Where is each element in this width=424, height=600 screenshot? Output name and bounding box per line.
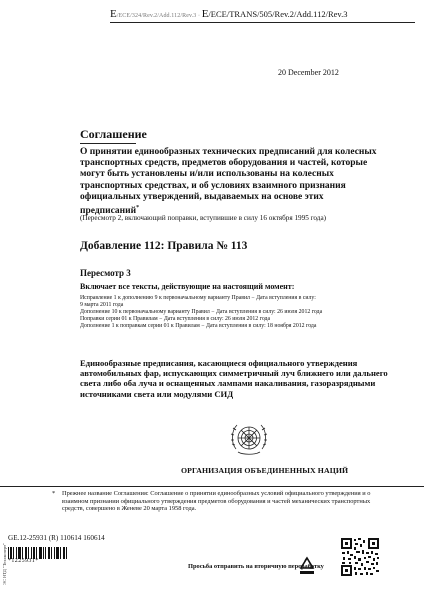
organization-name: ОРГАНИЗАЦИЯ ОБЪЕДИНЕННЫХ НАЦИЙ [181,466,349,475]
includes-heading: Включает все тексты, действующие на настоящий момент: [80,282,295,291]
header-separator-letter: E [201,8,209,20]
un-emblem-icon [228,419,270,464]
revision-note: (Пересмотр 2, включающий поправки, вступившие в силу 16 октября 1995 года) [80,214,327,222]
header-rule [110,22,415,23]
amendment-line: Дополнение 1 к поправкам серии 01 к Правилам − Дата вступления в силу: 18 ноября 2012 года [80,323,317,330]
recycle-note: Просьба отправить на вторичную переработку [188,563,324,570]
header-ghost-symbol: /ECE/324/Rev.2/Add.112/Rev.3 [116,13,197,19]
footnote-star: * [52,490,56,497]
header-prefix-letter: E [110,8,117,20]
agreement-heading: Соглашение [80,127,147,141]
agreement-heading-rule [80,143,136,144]
agreement-title-text: О принятии единообразных технических предписаний для колесных транспортных средств, предметов оборудования и частей, которые могут быть установлены и/или использованы на колесных транспортных средствах, и об условиях взаимного признания официальных утверждений, выдаваемых на основе этих предписаний [80,147,377,217]
amendment-line: 9 марта 2011 года [80,302,124,309]
document-number: GE.12-25931 (R) 110614 160614 [8,534,105,542]
side-watermark-text: ЭС НТД "Техэксперт" [2,543,7,585]
footnote [52,490,382,513]
recycle-icon [296,555,318,582]
footnote-marker: * [136,205,140,212]
amendment-line: Поправки серии 01 к Правилам − Дата вступления в силу: 26 июля 2012 года [80,316,271,323]
header-symbol: /ECE/TRANS/505/Rev.2/Add.112/Rev.3 [208,9,348,19]
footnote-separator [0,486,424,487]
amendment-line: Исправление 1 к дополнению 9 к первоначальному варианту Правил − Дата вступления в силу: [80,295,316,301]
document-symbol-header: E/ECE/324/Rev.2/Add.112/Rev.3 · E/ECE/TRANS/505/Rev.2/Add.112/Rev.3 [110,8,348,20]
regulation-description: Единообразные предписания, касающиеся официального утверждения автомобильных фар, испускающих симметричный луч ближнего или дальнего света либо оба луча и оснащенных лампами накаливания, газоразрядными источниками света или модулями СИД [80,358,388,399]
amendments-list [80,295,400,330]
revision-number: Пересмотр 3 [80,268,131,278]
agreement-title [80,147,380,217]
barcode-icon [8,546,68,558]
addendum-heading: Добавление 112: Правила № 113 [80,240,248,252]
footnote-text: Прежнее название Соглашения: Соглашение о принятии единообразных условий официального утверждения и о взаимном признании официального утверждения предметов оборудования и частей механических транспортных средств, совершено в Женеве 20 марта 1958 года. [62,490,371,513]
qr-code-icon [340,537,380,582]
barcode-number: *1225931* [8,558,39,564]
document-date: 20 December 2012 [278,68,339,77]
amendment-line: Дополнение 10 к первоначальному варианту Правил − Дата вступления в силу: 26 июля 2012 года [80,309,323,316]
